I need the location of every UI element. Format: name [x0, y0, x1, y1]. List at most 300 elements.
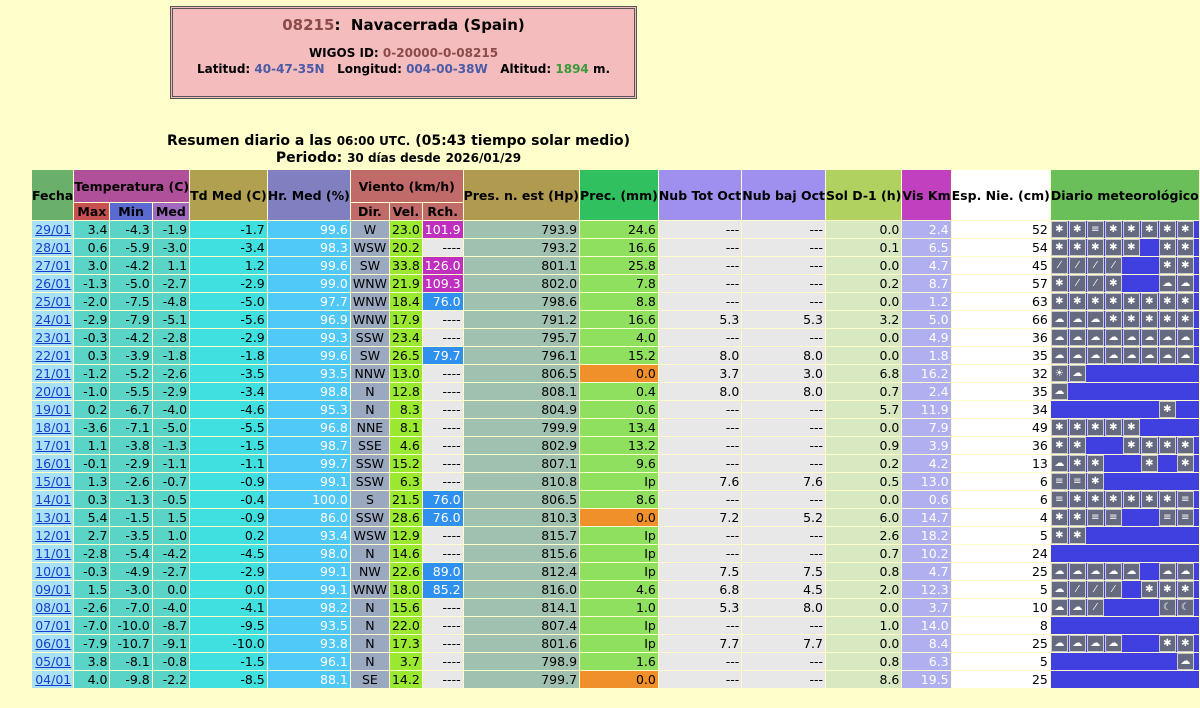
snow-icon: ✱ [1141, 311, 1158, 328]
empty-icon [1159, 473, 1176, 490]
cloud-icon: ☁ [1159, 275, 1176, 292]
empty-icon [1159, 419, 1176, 436]
hr-cell: 96.8 [268, 419, 350, 436]
td-cell: -3.5 [190, 365, 267, 382]
diario-icons-cell [1051, 419, 1199, 436]
empty-icon [1141, 671, 1158, 688]
wind-dir-cell: S [351, 491, 389, 508]
fog-icon: ≡ [1159, 509, 1176, 526]
wind-dir-cell: WSW [351, 239, 389, 256]
precip-cell: 7.8 [580, 275, 658, 292]
rain-icon: ⁄ [1087, 257, 1104, 274]
cloud-low-cell: --- [742, 419, 825, 436]
empty-icon [1087, 653, 1104, 670]
wind-vel-cell: 14.6 [391, 546, 420, 561]
date-link[interactable]: 15/01 [32, 473, 73, 490]
td-cell: 1.2 [190, 257, 267, 274]
empty-icon [1105, 473, 1122, 490]
rain-icon: ⁄ [1051, 257, 1068, 274]
empty-icon [1123, 509, 1140, 526]
tmed-cell: -4.8 [153, 293, 189, 310]
td-cell: -2.9 [190, 329, 267, 346]
snow-icon: ✱ [1159, 401, 1176, 418]
hr-cell: 100.0 [268, 491, 350, 508]
table-row [32, 455, 1199, 472]
snow-depth-cell: 25 [952, 635, 1050, 652]
date-link[interactable]: 08/01 [32, 599, 73, 616]
cloud-low-cell: 8.0 [742, 347, 825, 364]
pressure-cell: 810.3 [464, 509, 579, 526]
empty-icon [1141, 545, 1158, 562]
wind-gust-cell: ---- [423, 401, 463, 418]
fog-icon: ≡ [1051, 473, 1068, 490]
sunshine-cell: 6.0 [826, 509, 901, 526]
cloud-low-cell: --- [742, 671, 825, 688]
date-link[interactable]: 18/01 [32, 419, 73, 436]
col-esp-nieve: Esp. Nie. (cm) [952, 170, 1050, 220]
sunshine-cell: 0.0 [826, 221, 901, 238]
cloud-total-cell: --- [659, 437, 741, 454]
cloud-low-cell: --- [742, 437, 825, 454]
table-row [32, 653, 1199, 670]
cloud-total-cell: 8.0 [659, 383, 741, 400]
precip-cell: Ip [580, 617, 658, 634]
pressure-cell: 796.1 [464, 347, 579, 364]
diario-icons-cell [1051, 473, 1199, 490]
summary-text: Resumen diario a las [166, 133, 332, 149]
empty-icon [1123, 617, 1140, 634]
empty-icon [1177, 419, 1194, 436]
empty-icon [1159, 653, 1176, 670]
empty-icon [1051, 671, 1068, 688]
empty-icon [1141, 509, 1158, 526]
empty-icon [1123, 581, 1140, 598]
snow-icon: ✱ [1141, 293, 1158, 310]
visibility-cell: 5.0 [902, 311, 950, 328]
empty-icon [1123, 527, 1140, 544]
empty-icon [1159, 455, 1176, 472]
snow-depth-cell: 63 [952, 293, 1050, 310]
date-link[interactable]: 19/01 [32, 401, 73, 418]
date-link[interactable]: 14/01 [32, 491, 73, 508]
tmed-cell: -2.9 [153, 383, 189, 400]
tmax-cell: -0.3 [74, 563, 109, 580]
col-diario: Diario meteorológico [1051, 170, 1199, 220]
pressure-cell: 798.9 [464, 653, 579, 670]
empty-icon [1141, 473, 1158, 490]
sunshine-cell: 0.0 [826, 347, 901, 364]
cloud-total-cell: --- [659, 239, 741, 256]
col-dir: Dir. [351, 203, 389, 220]
cloud-total-cell: 5.3 [659, 599, 741, 616]
table-row [32, 401, 1199, 418]
wind-dir-cell: N [351, 545, 389, 562]
cloud-total-cell: --- [659, 671, 741, 688]
hr-cell: 86.0 [268, 509, 350, 526]
cloud-total-cell: 5.3 [659, 311, 741, 328]
visibility-cell: 4.7 [902, 563, 950, 580]
wind-vel-cell: 21.9 [391, 276, 420, 291]
diario-icons-cell [1051, 599, 1199, 616]
date-link[interactable]: 21/01 [32, 365, 73, 382]
tmin-cell: -2.9 [110, 455, 151, 472]
tmax-cell: -0.3 [74, 329, 109, 346]
empty-icon [1069, 671, 1086, 688]
wind-dir-cell: WSW [351, 527, 389, 544]
table-row [32, 383, 1199, 400]
daily-summary-table [31, 169, 1200, 689]
hr-cell: 99.7 [268, 455, 350, 472]
pressure-cell: 799.7 [464, 671, 579, 688]
date-link[interactable]: 09/01 [32, 581, 73, 598]
tmax-cell: 3.0 [74, 257, 109, 274]
tmax-cell: -1.2 [74, 365, 109, 382]
visibility-cell: 4.7 [902, 257, 950, 274]
empty-icon [1087, 527, 1104, 544]
snow-icon: ✱ [1105, 293, 1122, 310]
date-link[interactable]: 11/01 [32, 545, 73, 562]
date-link[interactable]: 23/01 [32, 329, 73, 346]
pressure-cell: 795.7 [464, 329, 579, 346]
cloud-low-cell: --- [742, 275, 825, 292]
table-body [32, 221, 1199, 688]
hr-cell: 99.6 [268, 257, 350, 274]
empty-icon [1105, 455, 1122, 472]
empty-icon [1177, 545, 1194, 562]
snow-icon: ✱ [1087, 455, 1104, 472]
tmax-cell: -0.1 [74, 455, 109, 472]
wind-vel-cell: 20.2 [391, 240, 420, 255]
wind-dir-cell: N [351, 635, 389, 652]
summary-time: 06:00 UTC. [336, 134, 411, 148]
visibility-cell: 13.0 [902, 473, 950, 490]
tmed-cell: 0.0 [153, 581, 189, 598]
wind-vel-cell: 15.2 [391, 456, 420, 471]
diario-icons-cell [1051, 653, 1199, 670]
tmin-cell: -6.7 [110, 401, 151, 418]
snow-icon: ✱ [1069, 221, 1086, 238]
cloud-icon: ☁ [1123, 563, 1140, 580]
visibility-cell: 6.3 [902, 653, 950, 670]
empty-icon [1105, 545, 1122, 562]
snow-icon: ✱ [1087, 491, 1104, 508]
snow-icon: ✱ [1051, 275, 1068, 292]
visibility-cell: 4.9 [902, 329, 950, 346]
precip-cell: 15.2 [580, 347, 658, 364]
visibility-cell: 0.6 [902, 491, 950, 508]
sunshine-cell: 0.0 [826, 257, 901, 274]
empty-icon [1123, 473, 1140, 490]
tmed-cell: -0.8 [153, 653, 189, 670]
lat-label: Latitud: [196, 62, 251, 76]
wind-vel-cell: 8.1 [390, 419, 422, 436]
cloud-total-cell: 6.8 [659, 581, 741, 598]
lon-label: Longitud: [337, 62, 402, 76]
cloud-total-cell: --- [659, 617, 741, 634]
cloud-low-cell: 8.0 [742, 599, 825, 616]
diario-icons-cell [1051, 365, 1199, 382]
cloud-icon: ☁ [1069, 329, 1086, 346]
visibility-cell: 2.4 [902, 383, 950, 400]
table-row [32, 491, 1199, 508]
wind-vel-cell: 12.8 [391, 384, 420, 399]
date-link[interactable]: 06/01 [32, 635, 73, 652]
wind-dir-cell: SSW [351, 329, 389, 346]
snow-icon: ✱ [1105, 419, 1122, 436]
wind-dir-cell: WNW [352, 276, 387, 291]
date-link[interactable]: 07/01 [32, 617, 73, 634]
tmed-cell: -1.9 [153, 221, 189, 238]
empty-icon [1141, 563, 1158, 580]
empty-icon [1141, 599, 1158, 616]
sunshine-cell: 1.0 [826, 617, 901, 634]
tmin-cell: -5.2 [110, 365, 151, 382]
tmed-cell: -9.1 [153, 635, 189, 652]
tmed-cell: -2.7 [153, 275, 189, 292]
cloud-icon: ☁ [1141, 329, 1158, 346]
tmed-cell: 1.5 [153, 509, 189, 526]
hr-cell: 99.1 [268, 581, 350, 598]
diario-icons-cell [1051, 257, 1199, 274]
empty-icon [1051, 401, 1068, 418]
empty-icon [1159, 671, 1176, 688]
cloud-icon: ☁ [1123, 329, 1140, 346]
empty-icon [1087, 383, 1104, 400]
precip-cell: 9.6 [580, 455, 658, 472]
table-row [32, 311, 1199, 328]
wind-gust-cell: 85.2 [423, 581, 463, 598]
empty-icon [1177, 473, 1194, 490]
date-link[interactable]: 12/01 [32, 527, 73, 544]
date-link[interactable]: 29/01 [32, 221, 73, 238]
tmin-cell: -3.0 [110, 581, 151, 598]
table-row [32, 221, 1199, 238]
empty-icon [1141, 401, 1158, 418]
wind-vel-cell: 3.7 [390, 653, 422, 670]
date-link[interactable]: 27/01 [32, 257, 73, 274]
cloud-icon: ☁ [1177, 329, 1194, 346]
precip-cell: 0.0 [580, 509, 658, 526]
wind-gust-cell: ---- [423, 311, 463, 328]
cloud-total-cell: --- [659, 527, 741, 544]
wind-gust-cell: ---- [423, 437, 463, 454]
date-link[interactable]: 22/01 [32, 347, 73, 364]
sunshine-cell: 0.8 [826, 653, 901, 670]
sunshine-cell: 0.0 [826, 635, 901, 652]
wind-vel-cell: 18.0 [391, 582, 420, 597]
tmin-cell: -4.2 [110, 329, 151, 346]
snow-icon: ✱ [1069, 293, 1086, 310]
cloud-icon: ☁ [1069, 311, 1086, 328]
snow-icon: ✱ [1141, 491, 1158, 508]
cloud-low-cell: --- [742, 329, 825, 346]
cloud-icon: ☁ [1069, 563, 1086, 580]
empty-icon [1087, 545, 1104, 562]
snow-icon: ✱ [1087, 293, 1104, 310]
wind-vel-cell: 17.9 [391, 312, 420, 327]
sunshine-cell: 0.2 [826, 455, 901, 472]
date-link[interactable]: 13/01 [32, 509, 73, 526]
precip-cell: 4.6 [580, 581, 658, 598]
date-link[interactable]: 17/01 [32, 437, 73, 454]
table-row [32, 599, 1199, 616]
pressure-cell: 812.4 [464, 563, 579, 580]
date-link[interactable]: 10/01 [32, 563, 73, 580]
td-cell: -5.6 [190, 311, 267, 328]
pressure-cell: 802.9 [464, 437, 579, 454]
fog-icon: ≡ [1087, 221, 1104, 238]
date-link[interactable]: 25/01 [32, 293, 73, 310]
snow-depth-cell: 6 [952, 491, 1050, 508]
td-cell: -1.7 [190, 221, 267, 238]
diario-icons-cell [1051, 329, 1199, 346]
cloud-icon: ☁ [1177, 653, 1194, 670]
snow-icon: ✱ [1051, 221, 1068, 238]
td-cell: -4.1 [190, 599, 267, 616]
cloud-low-cell: 7.6 [742, 473, 825, 490]
snow-icon: ✱ [1105, 239, 1122, 256]
cloud-low-cell: --- [742, 491, 825, 508]
snow-icon: ✱ [1105, 275, 1122, 292]
station-colon: : [334, 16, 341, 34]
precip-cell: Ip [580, 527, 658, 544]
pressure-cell: 793.9 [464, 221, 579, 238]
snow-icon: ✱ [1087, 239, 1104, 256]
snow-icon: ✱ [1177, 257, 1194, 274]
precip-cell: 16.6 [580, 311, 658, 328]
wind-dir-cell: W [351, 221, 389, 238]
precip-cell: 25.8 [580, 257, 658, 274]
pressure-cell: 799.9 [464, 419, 579, 436]
pressure-cell: 801.1 [464, 257, 579, 274]
precip-cell: Ip [580, 473, 658, 490]
cloud-total-cell: 7.6 [659, 473, 741, 490]
snow-icon: ✱ [1159, 293, 1176, 310]
tmax-cell: -2.9 [74, 311, 109, 328]
wind-dir-cell: N [351, 653, 389, 670]
station-title [173, 16, 634, 34]
wind-gust-cell: ---- [423, 617, 463, 634]
sunshine-cell: 8.6 [826, 671, 901, 688]
snow-icon: ✱ [1123, 419, 1140, 436]
empty-icon [1177, 365, 1194, 382]
pressure-cell: 798.6 [464, 293, 579, 310]
tmed-cell: 1.1 [153, 257, 189, 274]
tmin-cell: -7.1 [110, 419, 151, 436]
wind-vel-cell: 18.4 [391, 294, 420, 309]
empty-icon [1141, 239, 1158, 256]
cloud-low-cell: 8.0 [742, 383, 825, 400]
cloud-total-cell: --- [659, 275, 741, 292]
wind-dir-cell: SW [351, 257, 389, 274]
cloud-low-cell: --- [742, 617, 825, 634]
sunshine-cell: 0.0 [826, 599, 901, 616]
tmin-cell: -7.5 [110, 293, 151, 310]
snow-depth-cell: 66 [952, 311, 1050, 328]
tmed-cell: -4.0 [153, 401, 189, 418]
td-cell: -3.4 [190, 239, 267, 256]
alt-unit: m. [592, 62, 611, 76]
tmin-cell: -4.2 [110, 257, 151, 274]
hr-cell: 96.1 [268, 653, 350, 670]
visibility-cell: 6.5 [902, 239, 950, 256]
tmax-cell: -1.0 [74, 383, 109, 400]
hr-cell: 99.6 [268, 221, 350, 238]
col-tmin: Min [110, 203, 151, 220]
snow-icon: ✱ [1159, 437, 1176, 454]
col-tmed: Med [153, 203, 189, 220]
cloud-total-cell: 7.5 [659, 563, 741, 580]
empty-icon [1069, 653, 1086, 670]
tmax-cell: 2.7 [74, 527, 109, 544]
tmed-cell: -5.0 [153, 419, 189, 436]
snow-icon: ✱ [1177, 221, 1194, 238]
cloud-total-cell: --- [659, 653, 741, 670]
snow-depth-cell: 6 [952, 473, 1050, 490]
td-cell: -2.9 [190, 563, 267, 580]
sunshine-cell: 0.7 [826, 545, 901, 562]
date-link[interactable]: 26/01 [32, 275, 73, 292]
cloud-icon: ☁ [1105, 347, 1122, 364]
cloud-total-cell: --- [659, 329, 741, 346]
diario-icons-cell [1051, 293, 1199, 310]
td-cell: -5.0 [190, 293, 267, 310]
diario-icons-cell [1051, 527, 1199, 544]
snow-icon: ✱ [1177, 239, 1194, 256]
date-link[interactable]: 04/01 [32, 671, 73, 688]
tmax-cell: -7.9 [74, 635, 109, 652]
cloud-icon: ☁ [1123, 347, 1140, 364]
rain-icon: ⁄ [1105, 581, 1122, 598]
snow-icon: ✱ [1123, 239, 1140, 256]
snow-icon: ✱ [1177, 455, 1194, 472]
wind-vel-cell: 21.5 [391, 492, 420, 507]
wind-dir-cell: NNE [351, 419, 389, 436]
precip-cell: 13.4 [580, 419, 658, 436]
tmax-cell: 0.6 [74, 239, 109, 256]
tmin-cell: -3.9 [110, 347, 151, 364]
pressure-cell: 815.7 [464, 527, 579, 544]
wind-gust-cell: ---- [423, 527, 463, 544]
precip-cell: Ip [580, 545, 658, 562]
cloud-total-cell: --- [659, 545, 741, 562]
hr-cell: 97.7 [268, 293, 350, 310]
date-link[interactable]: 05/01 [32, 653, 73, 670]
visibility-cell: 4.2 [902, 455, 950, 472]
cloud-low-cell: 5.3 [742, 311, 825, 328]
cloud-low-cell: --- [742, 257, 825, 274]
visibility-cell: 12.3 [902, 581, 950, 598]
wind-vel-cell: 26.5 [391, 348, 420, 363]
snow-depth-cell: 25 [952, 563, 1050, 580]
cloud-low-cell: --- [742, 527, 825, 544]
tmin-cell: -8.1 [110, 653, 151, 670]
date-link[interactable]: 24/01 [32, 311, 73, 328]
empty-icon [1159, 383, 1176, 400]
table-row [32, 419, 1199, 436]
cloud-icon: ☁ [1177, 563, 1194, 580]
tmed-cell: -0.7 [153, 473, 189, 490]
date-link[interactable]: 20/01 [32, 383, 73, 400]
hr-cell: 98.0 [268, 545, 350, 562]
tmax-cell: 1.3 [74, 473, 109, 490]
empty-icon [1087, 671, 1104, 688]
date-link[interactable]: 16/01 [32, 455, 73, 472]
wind-vel-cell: 28.6 [391, 510, 420, 525]
col-hr-med: Hr. Med (%) [268, 170, 350, 220]
visibility-cell: 8.4 [902, 635, 950, 652]
date-link[interactable]: 28/01 [32, 239, 73, 256]
